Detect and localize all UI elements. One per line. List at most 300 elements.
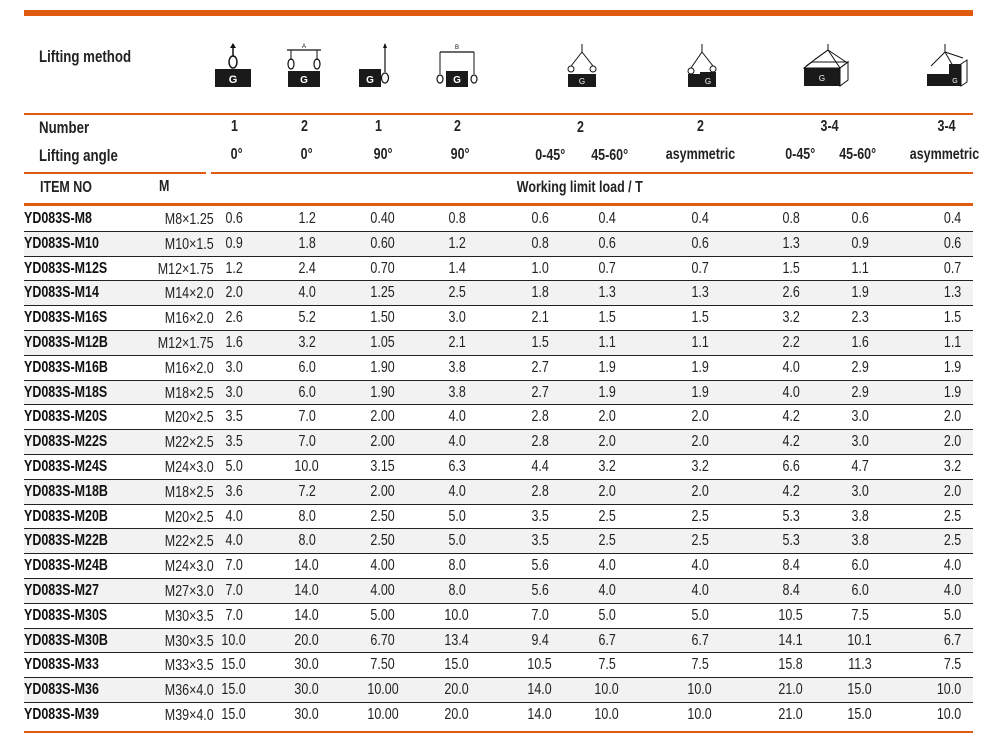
number-label: [39, 118, 103, 138]
load-value-cell: [901, 359, 961, 377]
load-value-cell: [353, 359, 413, 377]
load-value: 1.9: [691, 383, 709, 401]
load-value: 7.5: [598, 656, 616, 674]
load-value-cell: [510, 309, 570, 327]
four-leg-sling-angle-icon: [800, 42, 850, 90]
load-value-cell: [670, 433, 730, 451]
angle-cell: [435, 146, 485, 164]
load-value-cell: [761, 656, 821, 674]
load-value: 10.0: [687, 681, 713, 699]
load-value-cell: [353, 607, 413, 625]
thread-size-value: M14×2.0: [165, 285, 214, 303]
load-value: 3.8: [851, 532, 869, 550]
angle-value: 45-60°: [839, 146, 877, 163]
load-value: 0.6: [531, 210, 549, 227]
load-value: 10.00: [367, 706, 399, 723]
load-value: 7.0: [298, 433, 316, 451]
load-value: 3.0: [851, 482, 869, 500]
table-row: [24, 678, 973, 703]
load-value-cell: [577, 607, 637, 625]
load-value: 6.6: [782, 458, 800, 475]
load-value-cell: [427, 384, 487, 402]
lifting-method-text: Lifting method: [39, 47, 132, 66]
load-value-cell: [510, 260, 570, 278]
load-value-cell: [901, 334, 961, 352]
load-value: 14.0: [294, 557, 320, 575]
svg-text:G: G: [818, 74, 826, 83]
thread-size-value: M27×3.0: [165, 583, 214, 600]
load-value: 2.00: [370, 433, 396, 451]
load-value-cell: [510, 433, 570, 451]
svg-text:G: G: [228, 74, 238, 86]
number-value: 2: [576, 119, 584, 136]
load-value-cell: [353, 334, 413, 352]
load-value-cell: [277, 284, 337, 302]
load-value: 1.1: [598, 334, 616, 351]
item-no-cell: [24, 656, 120, 674]
load-value: 4.00: [370, 557, 396, 575]
load-value: 4.0: [943, 557, 961, 575]
load-value-cell: [353, 532, 413, 550]
load-value: 1.9: [851, 284, 869, 302]
load-value: 0.60: [370, 234, 396, 252]
load-value-cell: [427, 532, 487, 550]
item-no-cell: [24, 557, 132, 575]
load-value-cell: [830, 582, 890, 600]
svg-text:G: G: [578, 77, 586, 86]
load-value-cell: [353, 210, 413, 228]
load-value-cell: [353, 408, 413, 426]
table-row: [24, 653, 973, 678]
lifting-angle-label: [39, 146, 140, 166]
thread-size-cell: [124, 310, 214, 328]
item-no-value: YD083S-M12B: [24, 334, 108, 351]
load-value: 3.2: [691, 458, 709, 475]
table-row: [24, 405, 973, 430]
load-value: 4.0: [691, 582, 709, 599]
item-no-header: [40, 179, 107, 197]
load-value: 1.5: [598, 309, 616, 327]
load-value: 4.2: [782, 482, 800, 500]
load-value: 0.6: [598, 234, 616, 252]
table-row: [24, 331, 973, 356]
item-no-value: YD083S-M22B: [24, 532, 108, 550]
thread-size-value: M12×1.75: [158, 260, 214, 278]
load-value-cell: [427, 235, 487, 253]
load-value-cell: [204, 582, 264, 600]
thread-size-value: M18×2.5: [165, 384, 214, 402]
number-cell: [927, 118, 967, 136]
load-value: 0.7: [943, 259, 961, 277]
item-no-value: YD083S-M24S: [24, 458, 108, 475]
load-value: 6.0: [298, 358, 316, 376]
load-value-cell: [510, 284, 570, 302]
thread-size-value: M39×4.0: [165, 707, 214, 724]
angle-value: 0-45°: [785, 146, 815, 163]
item-no-cell: [24, 334, 132, 352]
item-no-value: YD083S-M22S: [24, 433, 108, 451]
load-value-cell: [670, 210, 730, 228]
item-no-value: YD083S-M12S: [24, 259, 108, 277]
load-value: 1.3: [782, 234, 800, 252]
load-value-cell: [577, 359, 637, 377]
load-value: 2.0: [943, 433, 961, 451]
load-value: 4.0: [448, 433, 466, 451]
item-no-cell: [24, 260, 131, 278]
load-value: 3.5: [531, 532, 549, 550]
load-value: 0.9: [225, 234, 243, 252]
number-cell: [214, 118, 254, 136]
load-value-cell: [277, 632, 337, 650]
load-value-cell: [670, 458, 730, 476]
load-value-cell: [901, 384, 961, 402]
load-value-cell: [761, 210, 821, 228]
load-value-cell: [510, 632, 570, 650]
load-value-cell: [577, 532, 637, 550]
load-value: 2.0: [691, 408, 709, 426]
load-value-cell: [427, 408, 487, 426]
load-value-cell: [427, 632, 487, 650]
load-value: 0.6: [851, 210, 869, 227]
load-value: 6.0: [851, 557, 869, 575]
load-value: 4.0: [598, 557, 616, 575]
load-value-cell: [427, 359, 487, 377]
load-value: 4.7: [851, 458, 869, 475]
m-header: [159, 178, 172, 196]
load-value: 2.0: [598, 433, 616, 451]
load-value-cell: [577, 260, 637, 278]
load-value-cell: [353, 284, 413, 302]
load-value: 4.0: [225, 507, 243, 525]
load-value-cell: [901, 582, 961, 600]
load-value: 2.5: [691, 532, 709, 550]
angle-value: asymmetric: [665, 146, 735, 163]
load-value: 2.7: [531, 383, 549, 401]
load-value: 3.15: [370, 458, 396, 475]
angle-value: 0-45°: [535, 147, 565, 164]
load-value-cell: [427, 334, 487, 352]
load-value: 3.8: [851, 507, 869, 525]
angle-cell: [828, 146, 888, 164]
load-value-cell: [277, 359, 337, 377]
load-value-cell: [277, 309, 337, 327]
load-value: 10.0: [936, 681, 961, 699]
single-vertical-lift-icon: [212, 42, 254, 90]
load-value-cell: [510, 508, 570, 526]
load-value-cell: [761, 433, 821, 451]
load-value-cell: [204, 557, 264, 575]
load-value-cell: [277, 260, 337, 278]
number-value: 1: [374, 118, 382, 135]
load-value: 1.4: [448, 259, 466, 277]
thread-size-value: M12×1.75: [158, 335, 214, 352]
load-value: 10.0: [594, 681, 620, 699]
load-value-cell: [204, 359, 264, 377]
thread-size-value: M8×1.25: [165, 211, 214, 228]
load-value: 1.50: [370, 309, 396, 327]
load-value-cell: [670, 706, 730, 724]
load-value-cell: [901, 681, 961, 699]
table-row: [24, 455, 973, 480]
item-no-cell: [24, 210, 111, 228]
load-value: 2.3: [851, 309, 869, 327]
load-value: 7.0: [225, 606, 243, 624]
load-value: 0.8: [448, 210, 466, 227]
table-row: [24, 306, 973, 331]
load-value-cell: [901, 408, 961, 426]
load-value: 10.5: [527, 656, 553, 674]
load-value: 2.5: [598, 507, 616, 525]
load-value: 3.5: [225, 408, 243, 426]
thread-size-value: M24×3.0: [165, 558, 214, 576]
load-value-cell: [761, 235, 821, 253]
load-value-cell: [830, 532, 890, 550]
load-value-cell: [901, 483, 961, 501]
load-value: 6.7: [598, 631, 616, 649]
load-value: 1.2: [298, 210, 316, 227]
load-value-cell: [761, 359, 821, 377]
item-no-cell: [24, 483, 132, 501]
load-value: 15.0: [221, 681, 247, 699]
load-value: 2.7: [531, 358, 549, 376]
load-value-cell: [901, 508, 961, 526]
load-value: 2.0: [943, 482, 961, 500]
load-value: 0.7: [691, 259, 709, 277]
load-value: 7.50: [370, 656, 396, 674]
header-divider-bottom: [24, 203, 973, 206]
thread-size-cell: [124, 434, 214, 452]
load-value: 5.0: [448, 507, 466, 525]
load-value-cell: [427, 582, 487, 600]
load-value-cell: [204, 433, 264, 451]
number-cell: [437, 118, 477, 136]
load-value: 6.70: [370, 631, 396, 649]
load-value: 2.00: [370, 408, 396, 426]
load-value-cell: [204, 210, 264, 228]
item-no-cell: [24, 508, 132, 526]
load-value-cell: [670, 359, 730, 377]
angle-value: 90°: [450, 146, 470, 163]
load-value-cell: [670, 235, 730, 253]
header-divider-mid-right: [211, 172, 973, 174]
number-cell: [358, 118, 398, 136]
load-value-cell: [353, 458, 413, 476]
thread-size-value: M36×4.0: [165, 682, 214, 700]
item-no-value: YD083S-M20S: [24, 408, 108, 426]
load-value: 5.6: [531, 557, 549, 575]
load-value: 5.0: [448, 532, 466, 550]
load-value-cell: [830, 359, 890, 377]
load-value: 7.5: [691, 656, 709, 674]
load-value: 4.2: [782, 408, 800, 426]
load-value: 4.0: [448, 408, 466, 426]
load-value-cell: [670, 632, 730, 650]
load-value-cell: [277, 508, 337, 526]
load-value: 1.05: [370, 334, 396, 351]
load-value-cell: [830, 210, 890, 228]
load-value: 1.90: [370, 383, 396, 401]
table-row: [24, 430, 973, 455]
load-value-cell: [830, 632, 890, 650]
double-side-lift-spreader-icon: [436, 42, 478, 90]
load-value: 8.0: [298, 507, 316, 525]
load-value-cell: [901, 607, 961, 625]
load-value: 7.0: [531, 606, 549, 624]
load-value: 8.4: [782, 557, 800, 575]
load-value-cell: [901, 309, 961, 327]
load-value-cell: [353, 309, 413, 327]
load-value: 6.3: [448, 458, 466, 475]
load-value-cell: [277, 607, 337, 625]
load-value: 2.0: [691, 433, 709, 451]
two-leg-sling-angle-icon: [562, 42, 602, 90]
load-value: 1.5: [943, 309, 961, 327]
svg-text:G: G: [453, 75, 461, 86]
item-no-value: YD083S-M18B: [24, 482, 108, 500]
working-limit-load-header: [420, 179, 740, 197]
load-value-cell: [277, 656, 337, 674]
load-value-cell: [510, 359, 570, 377]
load-value-cell: [427, 681, 487, 699]
load-value-cell: [353, 656, 413, 674]
load-value-cell: [670, 607, 730, 625]
item-no-value: YD083S-M20B: [24, 507, 108, 525]
load-value: 0.7: [598, 259, 616, 277]
load-value: 2.50: [370, 507, 396, 525]
load-value: 14.0: [527, 706, 553, 723]
load-value: 4.0: [943, 582, 961, 599]
load-value-cell: [577, 433, 637, 451]
load-value-cell: [830, 681, 890, 699]
load-value-cell: [901, 284, 961, 302]
thread-size-value: M22×2.5: [165, 533, 214, 551]
single-side-lift-icon: [355, 42, 397, 90]
load-value: 0.8: [782, 210, 800, 227]
load-value-cell: [277, 458, 337, 476]
load-value: 8.0: [448, 557, 466, 575]
load-value: 4.0: [691, 557, 709, 575]
load-value-cell: [577, 284, 637, 302]
m-text: M: [159, 178, 170, 195]
item-no-cell: [24, 532, 132, 550]
angle-cell: [358, 146, 408, 164]
thread-size-value: M30×3.5: [165, 632, 214, 650]
table-row: [24, 257, 973, 282]
item-no-value: YD083S-M30B: [24, 631, 108, 649]
load-value-cell: [670, 309, 730, 327]
load-value: 7.5: [943, 656, 961, 674]
table-row: [24, 629, 973, 654]
load-value: 1.2: [448, 234, 466, 252]
load-value-cell: [204, 458, 264, 476]
load-value: 1.25: [370, 284, 396, 302]
load-value: 3.2: [598, 458, 616, 475]
load-value-cell: [353, 706, 413, 724]
load-value-cell: [510, 483, 570, 501]
item-no-value: YD083S-M18S: [24, 383, 108, 401]
load-value-cell: [427, 284, 487, 302]
table-row: [24, 480, 973, 505]
number-cell: [680, 118, 720, 136]
number-value: 3-4: [820, 118, 840, 135]
load-value: 1.9: [598, 383, 616, 401]
load-value: 2.1: [448, 334, 466, 351]
load-value-cell: [427, 483, 487, 501]
load-value: 0.6: [225, 210, 243, 227]
load-value-cell: [830, 235, 890, 253]
load-value-cell: [204, 408, 264, 426]
load-value-cell: [353, 384, 413, 402]
load-value-cell: [353, 235, 413, 253]
load-value-cell: [901, 235, 961, 253]
lifting-angle-label-text: Lifting angle: [39, 146, 118, 165]
load-value-cell: [510, 557, 570, 575]
thread-size-value: M16×2.0: [165, 310, 214, 328]
load-value-cell: [277, 532, 337, 550]
load-value-cell: [901, 632, 961, 650]
load-value-cell: [277, 408, 337, 426]
load-value: 10.00: [367, 681, 399, 699]
load-value-cell: [353, 632, 413, 650]
thread-size-value: M10×1.5: [165, 235, 214, 253]
load-value: 2.0: [598, 408, 616, 426]
number-label-text: Number: [39, 118, 90, 137]
number-value: 2: [696, 118, 704, 135]
thread-size-value: M20×2.5: [165, 508, 214, 526]
load-value: 2.5: [943, 532, 961, 550]
load-value-cell: [830, 384, 890, 402]
load-value-cell: [204, 235, 264, 253]
thread-size-cell: [124, 360, 214, 378]
table-row: [24, 554, 973, 579]
load-value: 3.5: [531, 507, 549, 525]
load-value-cell: [577, 706, 637, 724]
load-value: 1.5: [782, 259, 800, 277]
load-value: 5.0: [691, 606, 709, 624]
load-value: 3.8: [448, 383, 466, 401]
double-vertical-lift-spreader-icon: [283, 42, 325, 90]
load-value-cell: [277, 582, 337, 600]
load-value-cell: [830, 260, 890, 278]
table-row: [24, 281, 973, 306]
load-value-cell: [577, 681, 637, 699]
item-no-cell: [24, 632, 132, 650]
load-value: 0.4: [598, 210, 616, 227]
load-value-cell: [427, 458, 487, 476]
load-value: 1.90: [370, 358, 396, 376]
load-value: 20.0: [294, 631, 320, 649]
thread-size-cell: [124, 558, 214, 576]
load-value: 10.5: [778, 606, 804, 624]
number-cell: [810, 118, 850, 136]
load-value: 0.70: [370, 259, 396, 277]
load-value-cell: [510, 334, 570, 352]
load-value: 3.0: [448, 309, 466, 327]
header-divider-mid-left: [24, 172, 206, 174]
table-row: [24, 604, 973, 629]
number-value: 2: [300, 118, 308, 135]
load-value: 30.0: [294, 706, 320, 723]
load-value: 0.9: [851, 234, 869, 252]
load-value-cell: [830, 483, 890, 501]
load-value-cell: [277, 210, 337, 228]
load-value-cell: [277, 483, 337, 501]
load-value: 7.5: [851, 606, 869, 624]
load-value: 10.0: [444, 606, 470, 624]
angle-cell: [214, 146, 260, 164]
load-value: 2.6: [782, 284, 800, 302]
load-value-cell: [761, 632, 821, 650]
